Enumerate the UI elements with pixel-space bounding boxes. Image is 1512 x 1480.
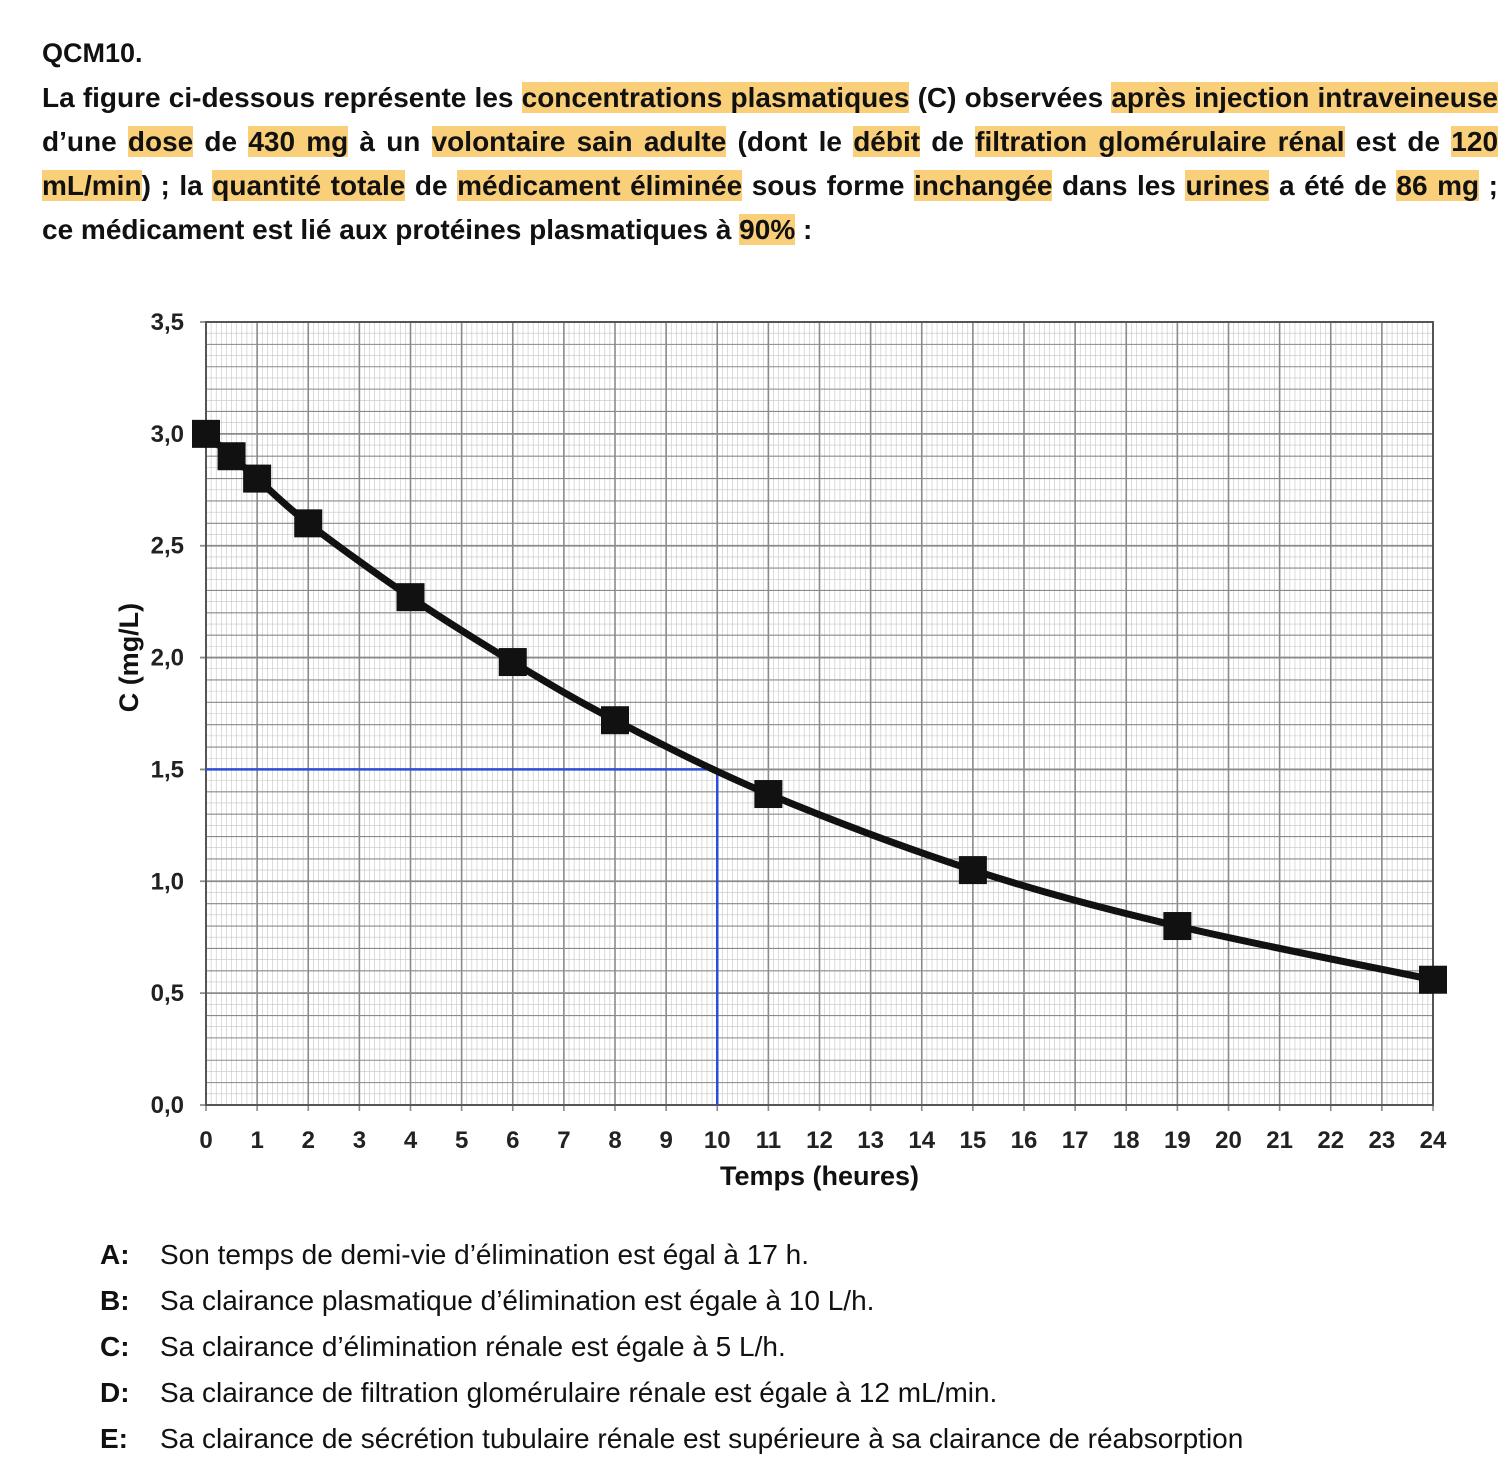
data-point-marker bbox=[1419, 966, 1447, 994]
chart-x-tick-labels bbox=[199, 1127, 1447, 1154]
statement-text: ) ; la bbox=[141, 170, 213, 201]
x-tick-label: 5 bbox=[454, 1127, 469, 1154]
y-tick-label: 1,0 bbox=[150, 868, 184, 896]
y-tick-label: 3,0 bbox=[150, 420, 184, 448]
x-axis-title: Temps (heures) bbox=[719, 1161, 920, 1191]
option-c[interactable] bbox=[100, 1324, 1500, 1370]
answer-options bbox=[100, 1232, 1500, 1462]
option-text: Sa clairance d’élimination rénale est égale à 5 L/h. bbox=[160, 1331, 786, 1362]
highlighted-text: 120 mL/min bbox=[42, 126, 1499, 201]
data-point-marker bbox=[218, 442, 246, 470]
x-tick-label: 11 bbox=[755, 1127, 782, 1154]
highlighted-text: 86 mg bbox=[1396, 170, 1480, 201]
highlighted-text: débit bbox=[853, 126, 921, 157]
data-point-marker bbox=[959, 856, 987, 884]
x-tick-label: 7 bbox=[557, 1127, 571, 1154]
y-axis-title: C (mg/L) bbox=[114, 602, 144, 713]
statement-text: à un bbox=[348, 126, 432, 157]
y-tick-label: 1,5 bbox=[150, 756, 184, 784]
data-point-marker bbox=[243, 465, 271, 493]
statement-text: de bbox=[920, 126, 976, 157]
data-point-marker bbox=[499, 648, 527, 676]
chart-y-tick-labels bbox=[151, 309, 184, 1119]
highlighted-text: après injection intraveineuse bbox=[1111, 82, 1498, 113]
y-tick-label: 2,0 bbox=[150, 644, 184, 672]
statement-text: (C) observées bbox=[909, 82, 1112, 113]
statement-text: dans les bbox=[1052, 170, 1186, 201]
highlighted-text: 90% bbox=[739, 214, 796, 245]
data-point-marker bbox=[601, 706, 629, 734]
x-tick-label: 10 bbox=[703, 1127, 731, 1154]
option-b[interactable] bbox=[100, 1278, 1500, 1324]
x-tick-label: 4 bbox=[403, 1127, 418, 1154]
y-tick-label: 3,5 bbox=[150, 309, 184, 336]
option-e[interactable] bbox=[100, 1416, 1500, 1462]
highlighted-text: volontaire sain adulte bbox=[431, 126, 727, 157]
x-tick-label: 2 bbox=[301, 1127, 315, 1154]
y-tick-label: 0,5 bbox=[150, 980, 184, 1008]
option-text: Sa clairance plasmatique d’élimination est égale à 10 L/h. bbox=[160, 1285, 875, 1316]
statement-text: : bbox=[795, 214, 813, 245]
x-tick-label: 0 bbox=[199, 1127, 213, 1154]
option-d[interactable] bbox=[100, 1370, 1500, 1416]
x-tick-label: 19 bbox=[1164, 1127, 1191, 1154]
concentration-chart bbox=[0, 290, 1512, 1220]
x-tick-label: 8 bbox=[608, 1127, 622, 1154]
highlighted-text: médicament éliminée bbox=[457, 170, 743, 201]
data-point-marker bbox=[397, 583, 425, 611]
option-letter: E: bbox=[100, 1423, 128, 1454]
option-letter: B: bbox=[100, 1285, 130, 1316]
x-tick-label: 18 bbox=[1112, 1127, 1140, 1154]
option-letter: D: bbox=[100, 1377, 130, 1408]
x-tick-label: 6 bbox=[506, 1127, 520, 1154]
statement-text: a été de bbox=[1269, 170, 1397, 201]
statement-text: sous forme bbox=[742, 170, 914, 201]
data-point-marker bbox=[754, 780, 782, 808]
option-a[interactable] bbox=[100, 1232, 1500, 1278]
highlighted-text: inchangée bbox=[914, 170, 1053, 201]
x-tick-label: 17 bbox=[1061, 1127, 1089, 1154]
x-tick-label: 21 bbox=[1266, 1127, 1293, 1154]
x-tick-label: 24 bbox=[1419, 1127, 1447, 1154]
data-point-marker bbox=[294, 509, 322, 537]
x-tick-label: 14 bbox=[908, 1127, 936, 1154]
highlighted-text: 430 mg bbox=[248, 126, 349, 157]
y-tick-label: 2,5 bbox=[150, 532, 184, 560]
question-statement bbox=[42, 76, 1498, 252]
highlighted-text: concentrations plasmatiques bbox=[521, 82, 910, 113]
x-tick-label: 12 bbox=[806, 1127, 833, 1154]
x-tick-label: 13 bbox=[857, 1127, 884, 1154]
x-tick-label: 20 bbox=[1215, 1127, 1242, 1154]
statement-text: est de bbox=[1344, 126, 1452, 157]
highlighted-text: filtration glomérulaire rénal bbox=[975, 126, 1345, 157]
x-tick-label: 15 bbox=[959, 1127, 987, 1154]
statement-text: de bbox=[193, 126, 249, 157]
statement-text: ; ce médicament est lié aux protéines plasmatiques à bbox=[42, 170, 1499, 245]
option-letter: C: bbox=[100, 1331, 130, 1362]
x-tick-label: 1 bbox=[250, 1127, 264, 1154]
option-text: Sa clairance de sécrétion tubulaire rénale est supérieure à sa clairance de réabsorption bbox=[160, 1423, 1244, 1454]
highlighted-text: urines bbox=[1185, 170, 1270, 201]
x-tick-label: 9 bbox=[659, 1127, 673, 1154]
statement-text: d’une bbox=[42, 126, 128, 157]
x-tick-label: 3 bbox=[352, 1127, 367, 1154]
highlighted-text: dose bbox=[127, 126, 194, 157]
option-letter: A: bbox=[100, 1239, 130, 1270]
option-text: Sa clairance de filtration glomérulaire rénale est égale à 12 mL/min. bbox=[160, 1377, 998, 1408]
y-tick-label: 0,0 bbox=[150, 1092, 184, 1119]
highlighted-text: quantité totale bbox=[212, 170, 406, 201]
option-text: Son temps de demi-vie d’élimination est égal à 17 h. bbox=[160, 1239, 810, 1270]
x-tick-label: 22 bbox=[1317, 1127, 1345, 1154]
question-title: QCM10. bbox=[42, 38, 143, 68]
statement-text: de bbox=[405, 170, 458, 201]
statement-text: (dont le bbox=[726, 126, 854, 157]
data-point-marker bbox=[1163, 912, 1191, 940]
statement-text: La figure ci-dessous représente les bbox=[42, 82, 522, 113]
data-point-marker bbox=[192, 420, 220, 448]
x-tick-label: 23 bbox=[1368, 1127, 1396, 1154]
x-tick-label: 16 bbox=[1010, 1127, 1038, 1154]
